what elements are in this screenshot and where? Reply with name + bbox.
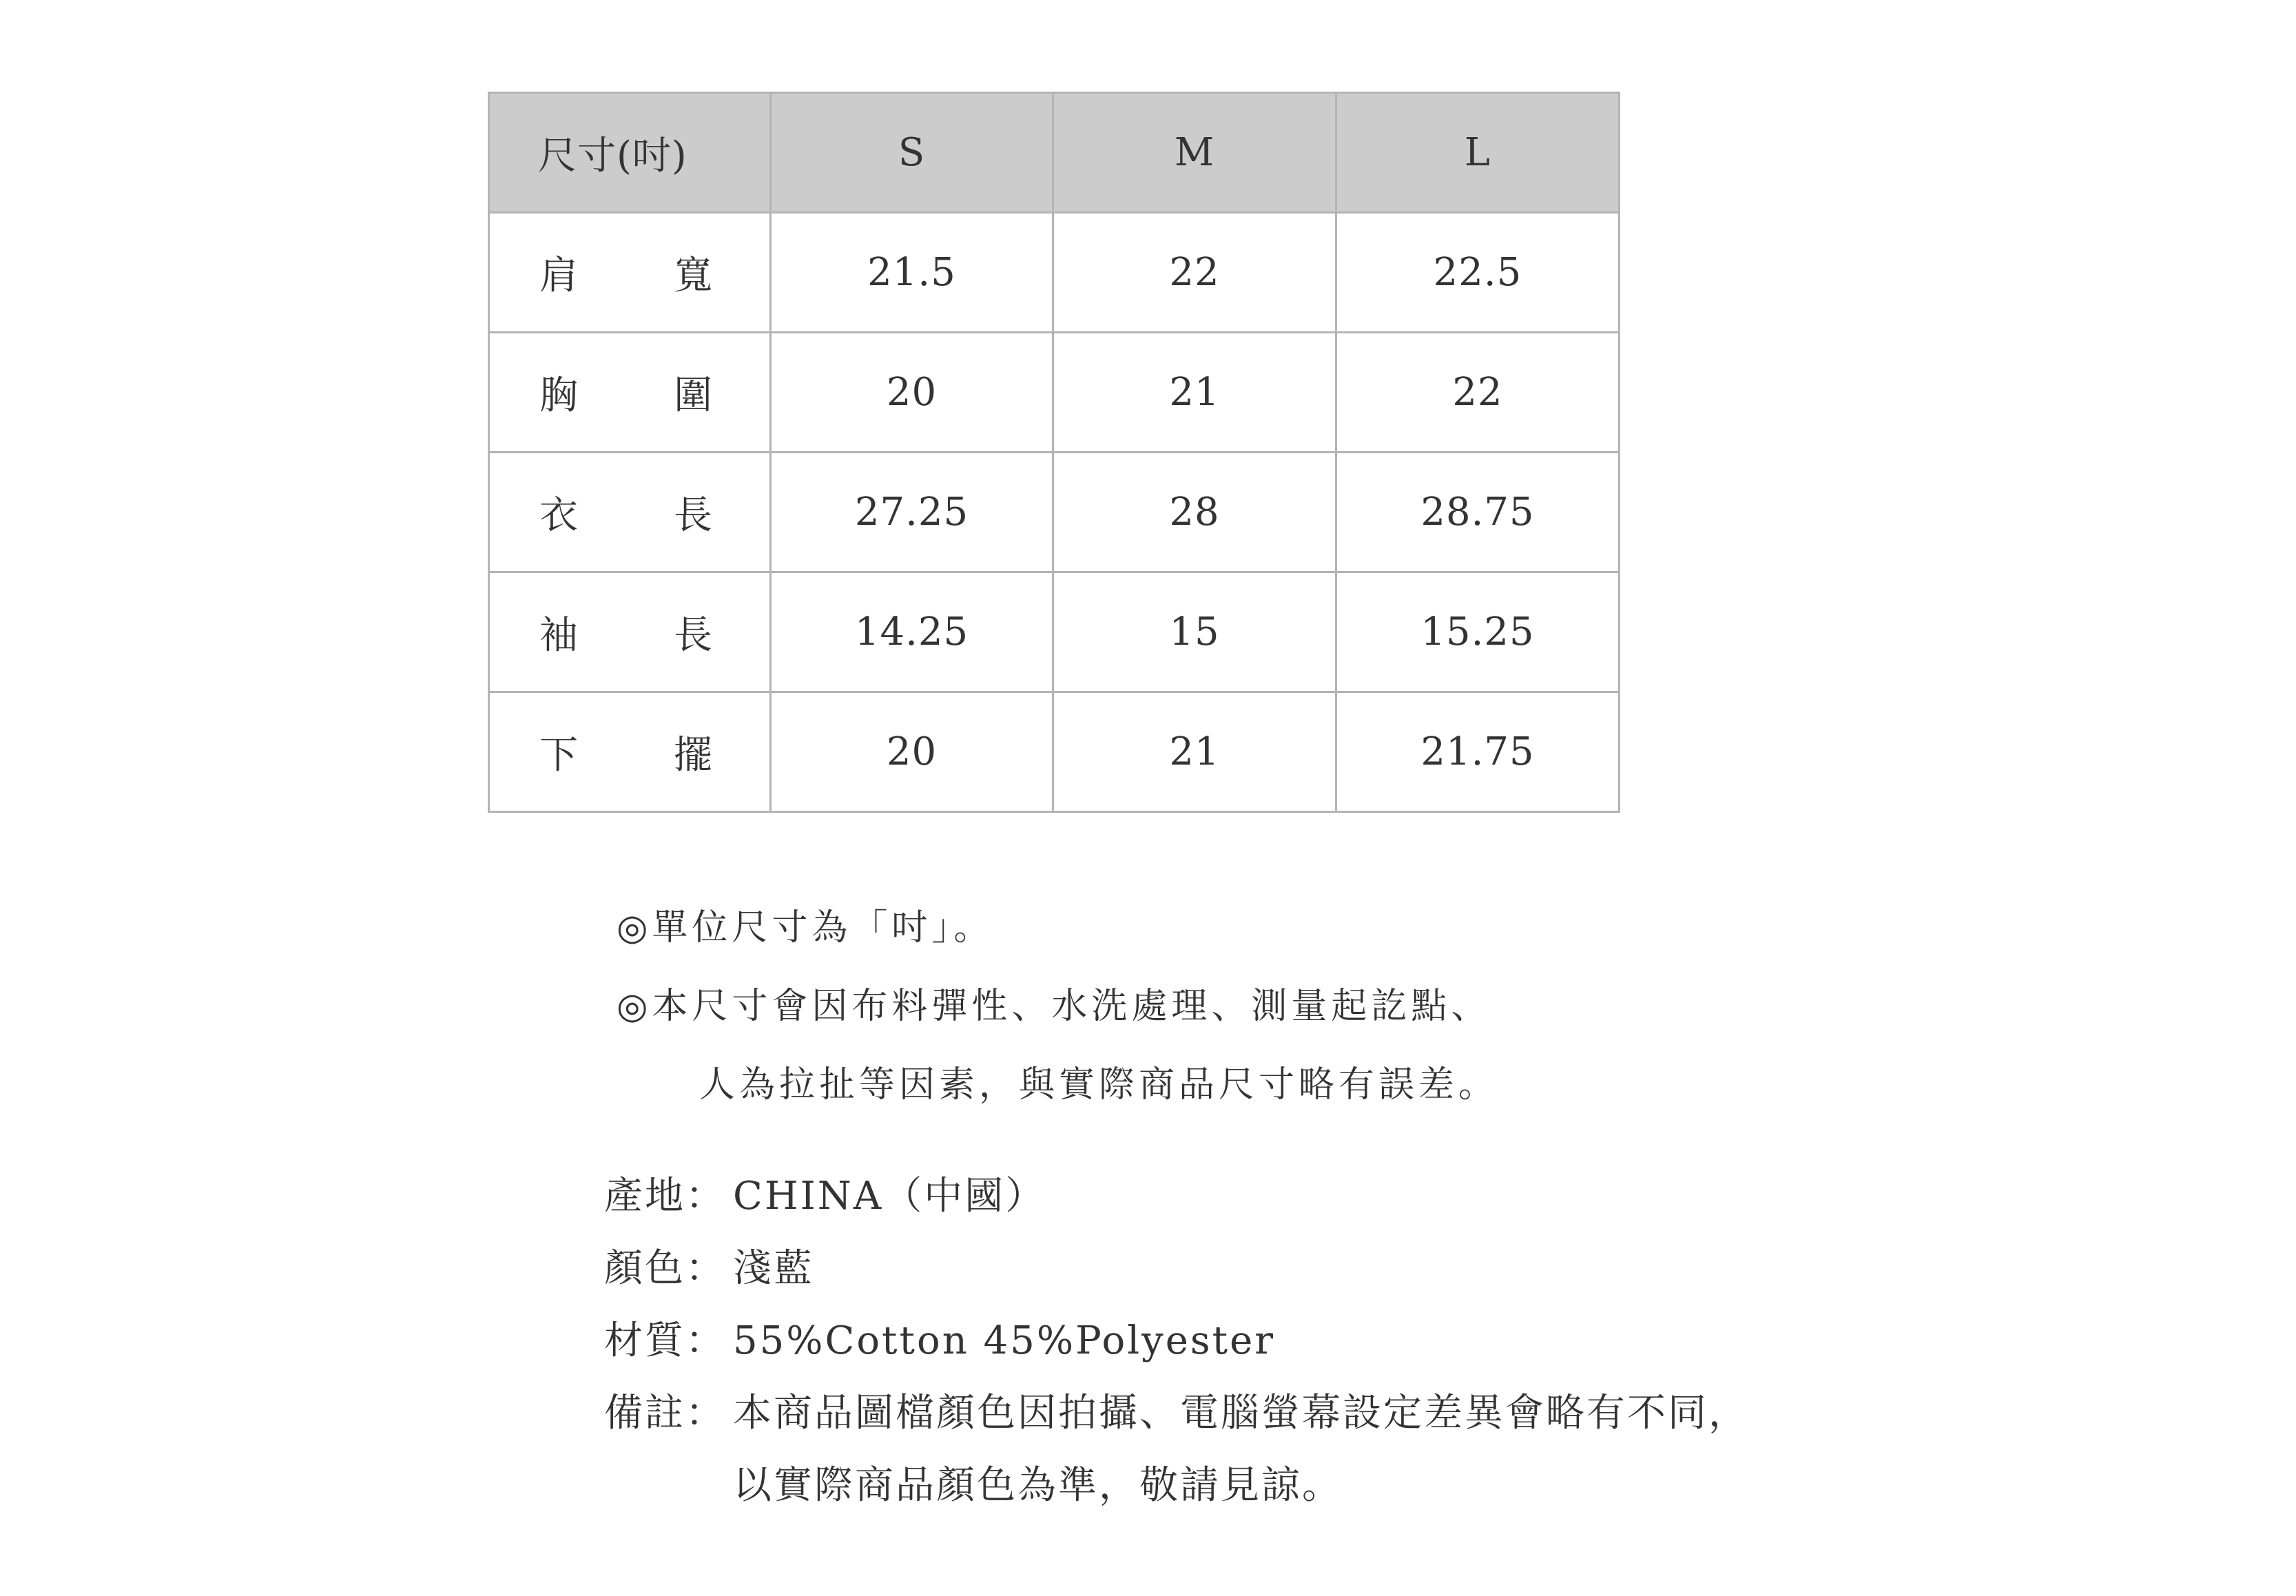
- info-remark: [604, 1377, 1749, 1449]
- note-unit: ◎單位尺寸為「吋」。: [617, 907, 994, 949]
- header-size-s: S: [771, 93, 1053, 213]
- row-label-char: 胸: [539, 373, 579, 418]
- row-label: [489, 213, 771, 333]
- row-label: [489, 333, 771, 453]
- table-row-chest: [489, 333, 1620, 453]
- size-chart-header-row: [489, 93, 1620, 213]
- info-remark-line2: 以實際商品顏色為準，敬請見諒。: [733, 1463, 1343, 1508]
- row-label: [489, 453, 771, 572]
- row-label-char: 肩: [539, 253, 579, 298]
- row-label-char: 寬: [674, 253, 713, 298]
- table-cell: 27.25: [771, 453, 1053, 572]
- table-cell: 22.5: [1336, 213, 1620, 333]
- row-label-char: 長: [674, 493, 713, 538]
- size-notes: [617, 889, 1498, 1124]
- row-label: [489, 692, 771, 812]
- size-chart-table: [488, 92, 1620, 813]
- table-cell: 22: [1336, 333, 1620, 453]
- table-cell: 21.5: [771, 213, 1053, 333]
- header-size-l: L: [1336, 93, 1620, 213]
- table-cell: 20: [771, 333, 1053, 453]
- table-cell: 28.75: [1336, 453, 1620, 572]
- table-row-sleeve: [489, 572, 1620, 692]
- info-remark-line1: 本商品圖檔顏色因拍攝、電腦螢幕設定差異會略有不同，: [733, 1391, 1749, 1436]
- info-origin: [604, 1160, 1749, 1232]
- table-row-shoulder: [489, 213, 1620, 333]
- info-material-value: 55%Cotton 45%Polyester: [733, 1318, 1276, 1363]
- table-cell: 20: [771, 692, 1053, 812]
- table-cell: 15.25: [1336, 572, 1620, 692]
- info-color-value: 淺藍: [733, 1246, 814, 1291]
- product-info: [604, 1160, 1749, 1522]
- row-label-char: 圍: [674, 373, 713, 418]
- info-color-label: 顏色：: [604, 1246, 726, 1291]
- row-label-char: 長: [674, 612, 713, 658]
- row-label-char: 擺: [674, 732, 713, 778]
- table-cell: 22: [1053, 213, 1336, 333]
- info-remark-label: 備註：: [604, 1391, 726, 1436]
- table-row-hem: [489, 692, 1620, 812]
- header-size-unit: 尺寸(吋): [489, 93, 771, 213]
- info-origin-value: CHINA（中國）: [733, 1174, 1046, 1219]
- row-label-char: 衣: [539, 493, 579, 538]
- header-size-m: M: [1053, 93, 1336, 213]
- row-label: [489, 572, 771, 692]
- row-label-char: 下: [539, 732, 579, 778]
- table-cell: 28: [1053, 453, 1336, 572]
- info-material-label: 材質：: [604, 1318, 726, 1363]
- table-cell: 21.75: [1336, 692, 1620, 812]
- table-cell: 21: [1053, 692, 1336, 812]
- row-label-char: 袖: [539, 612, 579, 658]
- info-origin-label: 產地：: [604, 1174, 726, 1219]
- table-row-length: [489, 453, 1620, 572]
- table-cell: 21: [1053, 333, 1336, 453]
- info-material: [604, 1305, 1749, 1377]
- info-color: [604, 1232, 1749, 1305]
- note-variance-continued: 人為拉扯等因素，與實際商品尺寸略有誤差。: [699, 1064, 1499, 1106]
- table-cell: 14.25: [771, 572, 1053, 692]
- note-variance: ◎本尺寸會因布料彈性、水洗處理、測量起訖點、: [617, 986, 1491, 1027]
- table-cell: 15: [1053, 572, 1336, 692]
